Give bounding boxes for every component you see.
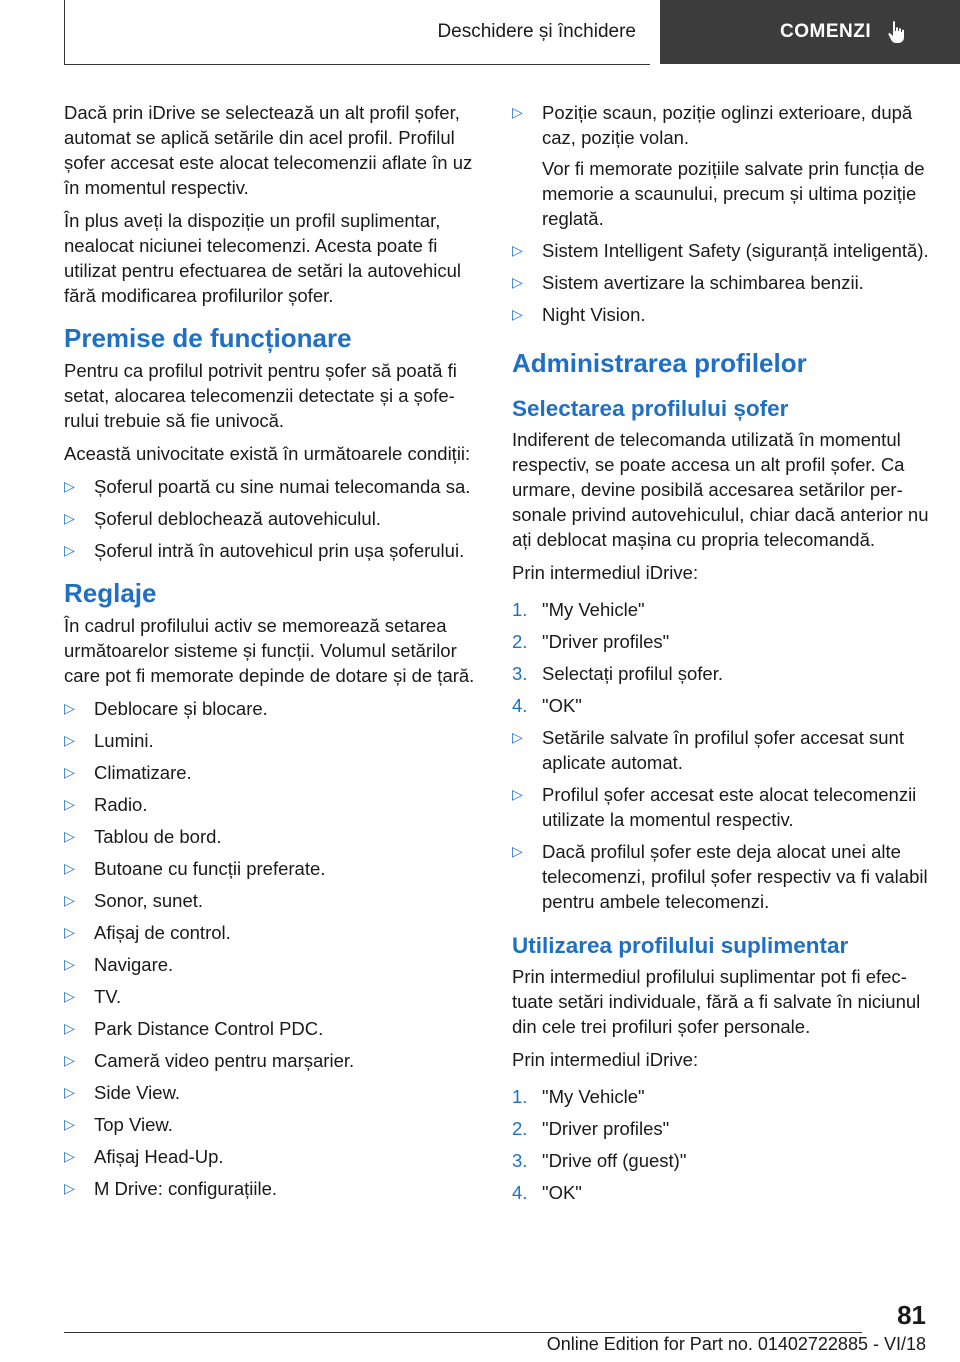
footer-rule bbox=[64, 1332, 862, 1333]
triangle-bullet-icon: ▷ bbox=[64, 700, 75, 716]
list-item-text: Radio. bbox=[94, 794, 148, 815]
list-item bbox=[64, 506, 482, 531]
triangle-bullet-icon: ▷ bbox=[64, 1020, 75, 1036]
list-item bbox=[64, 984, 482, 1009]
triangle-bullet-icon: ▷ bbox=[512, 786, 523, 802]
list-item bbox=[64, 1080, 482, 1105]
list-item bbox=[512, 782, 930, 832]
paragraph: Dacă prin iDrive se selectează un alt profil șofer, automat se aplică setările din acel profil. Profilul șofer accesat este alocat telecomenzii aflate în uz în momentul respectiv. bbox=[64, 102, 473, 198]
triangle-bullet-icon: ▷ bbox=[64, 1180, 75, 1196]
paragraph: Prin intermediul iDrive: bbox=[512, 562, 699, 583]
list-item bbox=[512, 839, 930, 914]
triangle-bullet-icon: ▷ bbox=[64, 1084, 75, 1100]
triangle-bullet-icon: ▷ bbox=[64, 1052, 75, 1068]
list-item bbox=[64, 1144, 482, 1169]
step-item bbox=[512, 1084, 930, 1109]
list-item bbox=[64, 856, 482, 881]
paragraph: În cadrul profilului activ se memorează setarea următoarelor sisteme și funcții. Volumul setărilor care pot fi memorate depinde de dotare și de țară. bbox=[64, 615, 475, 686]
triangle-bullet-icon: ▷ bbox=[64, 510, 75, 526]
step-item bbox=[512, 1116, 930, 1141]
step-number: 1. bbox=[512, 599, 528, 620]
list-item-text: Sonor, sunet. bbox=[94, 890, 204, 911]
list-item bbox=[64, 760, 482, 785]
step-number: 4. bbox=[512, 695, 528, 716]
step-text: "OK" bbox=[542, 695, 582, 716]
step-text: "OK" bbox=[542, 1182, 582, 1203]
triangle-bullet-icon: ▷ bbox=[64, 764, 75, 780]
header-bottom-rule bbox=[64, 64, 650, 65]
list-item-text: Top View. bbox=[94, 1114, 173, 1135]
step-item bbox=[512, 661, 930, 686]
list-item bbox=[64, 888, 482, 913]
triangle-bullet-icon: ▷ bbox=[64, 924, 75, 940]
list-item-text: Tablou de bord. bbox=[94, 826, 222, 847]
left-column bbox=[64, 100, 482, 1208]
triangle-bullet-icon: ▷ bbox=[64, 796, 75, 812]
list-item-text: Butoane cu funcții preferate. bbox=[94, 858, 326, 879]
list-item bbox=[64, 696, 482, 721]
page-number: 81 bbox=[897, 1300, 926, 1330]
list-item-text: Night Vision. bbox=[542, 304, 646, 325]
triangle-bullet-icon: ▷ bbox=[512, 274, 523, 290]
list-item-text: Lumini. bbox=[94, 730, 154, 751]
triangle-bullet-icon: ▷ bbox=[64, 860, 75, 876]
step-item bbox=[512, 1148, 930, 1173]
list-item-text: Deblocare și blocare. bbox=[94, 698, 268, 719]
section-title-text: Deschidere și închidere bbox=[437, 21, 636, 42]
list-item-text: Park Distance Control PDC. bbox=[94, 1018, 324, 1039]
notes-list bbox=[512, 725, 930, 914]
paragraph: Această univocitate există în următoarele condiții: bbox=[64, 443, 471, 464]
list-item bbox=[64, 792, 482, 817]
triangle-bullet-icon: ▷ bbox=[64, 542, 75, 558]
triangle-bullet-icon: ▷ bbox=[512, 729, 523, 745]
footer-edition: Online Edition for Part no. 01402722885 - VI/18 bbox=[546, 1334, 926, 1354]
list-item bbox=[512, 100, 930, 231]
list-item bbox=[64, 1112, 482, 1137]
steps-list bbox=[512, 597, 930, 718]
list-item bbox=[512, 302, 930, 327]
list-item bbox=[64, 1016, 482, 1041]
list-item-text: Side View. bbox=[94, 1082, 181, 1103]
heading-guest-profile: Utilizarea profilului suplimentar bbox=[512, 933, 849, 958]
triangle-bullet-icon: ▷ bbox=[512, 306, 523, 322]
list-item-text: TV. bbox=[94, 986, 122, 1007]
list-item bbox=[64, 1048, 482, 1073]
list-item bbox=[64, 728, 482, 753]
list-item-text: Dacă profilul șofer este deja alocat unei alte telecomenzi, profilul șofer respectiv va fi valabil pentru ambele telecomenzi. bbox=[542, 841, 928, 912]
paragraph: Indiferent de telecomanda utilizată în momentul respectiv, se poate accesa un alt profil șofer. Ca urmare, devine posibilă accesarea setărilor personale privind autovehiculul, chiar dacă anterior nu ați deblocat mașina cu propria telecomandă. bbox=[512, 429, 929, 550]
triangle-bullet-icon: ▷ bbox=[512, 843, 523, 859]
step-number: 2. bbox=[512, 1118, 528, 1139]
paragraph: Pentru ca profilul potrivit pentru șofer să poată fi setat, alocarea telecomenzii detectate și a șoferului trebuie să fie univocă. bbox=[64, 360, 457, 431]
list-item-text: Profilul șofer accesat este alocat telecomenzii utilizate la momentul respectiv. bbox=[542, 784, 917, 830]
triangle-bullet-icon: ▷ bbox=[512, 104, 523, 120]
list-item-note: Vor fi memorate pozițiile salvate prin funcția de memorie a scaunului, precum și ultima poziție reglată. bbox=[542, 158, 925, 229]
list-item-text: M Drive: configurațiile. bbox=[94, 1178, 278, 1199]
step-item bbox=[512, 693, 930, 718]
list-item bbox=[64, 474, 482, 499]
step-number: 3. bbox=[512, 663, 528, 684]
list-item-text: Poziție scaun, poziție oglinzi exterioare, după caz, poziție volan. bbox=[542, 102, 913, 148]
step-number: 2. bbox=[512, 631, 528, 652]
step-item bbox=[512, 629, 930, 654]
triangle-bullet-icon: ▷ bbox=[64, 988, 75, 1004]
triangle-bullet-icon: ▷ bbox=[64, 1116, 75, 1132]
step-text: "Drive off (guest)" bbox=[542, 1150, 687, 1171]
paragraph: În plus aveți la dispoziție un profil suplimentar, nealocat niciunei telecomenzi. Acesta poate fi utilizat pentru efectuarea de setări la autovehicul fără modificarea profilurilor șofer. bbox=[64, 210, 461, 306]
step-item bbox=[512, 1180, 930, 1205]
hand-pointer-icon bbox=[887, 20, 907, 44]
list-item-text: Navigare. bbox=[94, 954, 174, 975]
step-number: 4. bbox=[512, 1182, 528, 1203]
list-item-text: Climatizare. bbox=[94, 762, 192, 783]
triangle-bullet-icon: ▷ bbox=[64, 1148, 75, 1164]
right-column bbox=[512, 100, 930, 1212]
step-number: 1. bbox=[512, 1086, 528, 1107]
step-text: "My Vehicle" bbox=[542, 1086, 645, 1107]
conditions-list bbox=[64, 474, 482, 563]
step-text: Selectați profilul șofer. bbox=[542, 663, 723, 684]
steps-list bbox=[512, 1084, 930, 1205]
list-item bbox=[64, 952, 482, 977]
chapter-tab bbox=[660, 0, 960, 64]
step-number: 3. bbox=[512, 1150, 528, 1171]
heading-select-profile: Selectarea profilului șofer bbox=[512, 396, 789, 421]
list-item bbox=[64, 1176, 482, 1201]
heading-reglaje: Reglaje bbox=[64, 578, 157, 608]
list-item-text: Afișaj de control. bbox=[94, 922, 231, 943]
triangle-bullet-icon: ▷ bbox=[512, 242, 523, 258]
list-item bbox=[64, 824, 482, 849]
list-item-text: Șoferul poartă cu sine numai telecomanda sa. bbox=[94, 476, 471, 497]
list-item bbox=[64, 920, 482, 945]
triangle-bullet-icon: ▷ bbox=[64, 732, 75, 748]
settings-list bbox=[64, 696, 482, 1201]
list-item bbox=[512, 238, 930, 263]
list-item bbox=[512, 270, 930, 295]
list-item-text: Șoferul deblochează autovehiculul. bbox=[94, 508, 381, 529]
step-text: "Driver profiles" bbox=[542, 1118, 670, 1139]
list-item-text: Sistem Intelligent Safety (siguranță inteligentă). bbox=[542, 240, 929, 261]
list-item bbox=[512, 725, 930, 775]
step-text: "Driver profiles" bbox=[542, 631, 670, 652]
list-item-text: Șoferul intră în autovehicul prin ușa șoferului. bbox=[94, 540, 465, 561]
step-item bbox=[512, 597, 930, 622]
list-item-text: Sistem avertizare la schimbarea benzii. bbox=[542, 272, 864, 293]
list-item-text: Cameră video pentru marșarier. bbox=[94, 1050, 355, 1071]
triangle-bullet-icon: ▷ bbox=[64, 828, 75, 844]
chapter-tab-label: COMENZI bbox=[780, 21, 872, 42]
list-item-text: Afișaj Head-Up. bbox=[94, 1146, 224, 1167]
list-item-text: Setările salvate în profilul șofer accesat sunt aplicate automat. bbox=[542, 727, 904, 773]
section-title bbox=[64, 0, 650, 64]
paragraph: Prin intermediul profilului suplimentar pot fi efectuate setări individuale, fără a fi salvate în niciunul din cele trei profiluri șofer personale. bbox=[512, 966, 921, 1037]
triangle-bullet-icon: ▷ bbox=[64, 956, 75, 972]
more-settings-list bbox=[512, 100, 930, 327]
heading-admin: Administrarea profilelor bbox=[512, 348, 807, 378]
triangle-bullet-icon: ▷ bbox=[64, 478, 75, 494]
list-item bbox=[64, 538, 482, 563]
heading-premise: Premise de funcționare bbox=[64, 323, 352, 353]
paragraph: Prin intermediul iDrive: bbox=[512, 1049, 699, 1070]
triangle-bullet-icon: ▷ bbox=[64, 892, 75, 908]
step-text: "My Vehicle" bbox=[542, 599, 645, 620]
